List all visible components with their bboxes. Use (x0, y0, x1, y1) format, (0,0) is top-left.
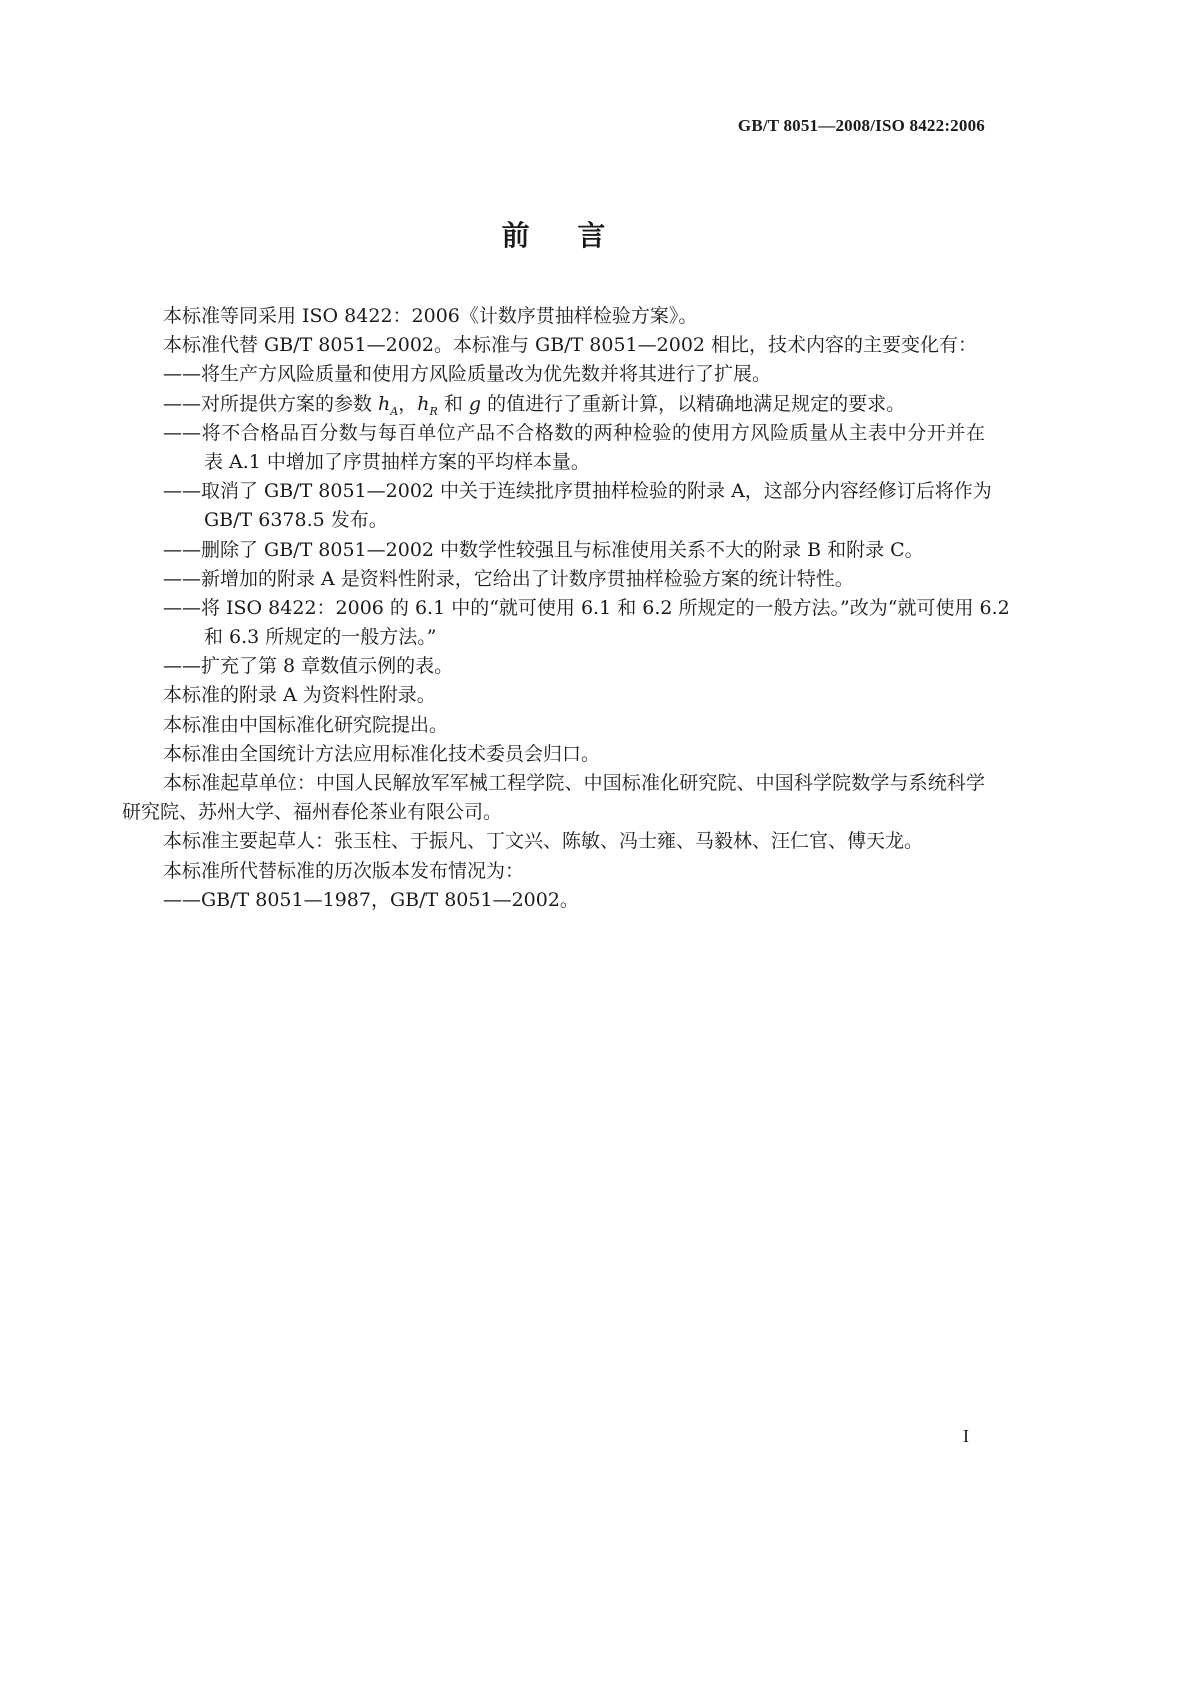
change-item-parameters (122, 390, 985, 419)
param-h-r-subscript: R (429, 404, 438, 418)
param-separator: ， (398, 392, 418, 415)
param-h-r: h (417, 392, 430, 415)
change-item-removed-annex-bc: ——删除了 GB/T 8051—2002 中数学性较强且与标准使用关系不大的附录 B 和附录 C。 (163, 538, 924, 561)
paragraph-adoption: 本标准等同采用 ISO 8422：2006《计数序贯抽样检验方案》。 (163, 305, 698, 327)
paragraph-drafting-units: 本标准起草单位：中国人民解放军军械工程学院、中国标准化研究院、中国科学院数学与系统科学 (163, 772, 985, 794)
change-item-removed-annex-a: ——取消了 GB/T 8051—2002 中关于连续批序贯抽样检验的附录 A，这部分内容经修订后将作为 (163, 480, 992, 503)
change-item-separated-tables: ——将不合格品百分数与每百单位产品不合格数的两种检验的使用方风险质量从主表中分开并在 (163, 421, 985, 444)
previous-editions-list: ——GB/T 8051—1987，GB/T 8051—2002。 (163, 888, 579, 911)
change-item-quality-levels: ——将生产方风险质量和使用方风险质量改为优先数并将其进行了扩展。 (163, 363, 772, 386)
foreword-body (122, 302, 1010, 915)
param-conjunction: 和 (437, 392, 469, 415)
change-item-clause-change: ——将 ISO 8422：2006 的 6.1 中的“就可使用 6.1 和 6.2 所规定的一般方法。”改为“就可使用 6.2 (163, 596, 1010, 619)
param-line-suffix: 的值进行了重新计算，以精确地满足规定的要求。 (481, 392, 906, 415)
paragraph-committee: 本标准由全国统计方法应用标准化技术委员会归口。 (163, 742, 601, 765)
change-item-clause-change-cont: 和 6.3 所规定的一般方法。” (204, 626, 437, 649)
page-number: I (963, 1426, 969, 1446)
change-item-separated-tables-cont: 表 A.1 中增加了序贯抽样方案的平均样本量。 (204, 450, 590, 473)
param-g: g (468, 392, 482, 415)
param-h-a: h (378, 392, 391, 415)
paragraph-annex-status: 本标准的附录 A 为资料性附录。 (163, 684, 436, 707)
param-h-a-subscript: A (390, 404, 399, 418)
paragraph-drafting-units-cont: 研究院、苏州大学、福州春伦茶业有限公司。 (122, 801, 503, 824)
change-item-removed-annex-a-cont: GB/T 6378.5 发布。 (204, 509, 388, 532)
change-item-expanded-table: ——扩充了第 8 章数值示例的表。 (163, 655, 454, 678)
standard-number-header: GB/T 8051—2008/ISO 8422:2006 (737, 116, 985, 135)
change-item-new-annex-a: ——新增加的附录 A 是资料性附录，它给出了计数序贯抽样检验方案的统计特性。 (163, 567, 854, 590)
paragraph-previous-editions: 本标准所代替标准的历次版本发布情况为： (163, 859, 525, 882)
param-line-prefix: ——对所提供方案的参数 (163, 392, 379, 415)
page-title: 前 言 (501, 219, 606, 252)
paragraph-drafters: 本标准主要起草人：张玉柱、于振凡、丁文兴、陈敏、冯士雍、马毅林、汪仁官、傅天龙。 (163, 830, 924, 853)
paragraph-proposer: 本标准由中国标准化研究院提出。 (163, 713, 449, 736)
paragraph-replacement: 本标准代替 GB/T 8051—2002。本标准与 GB/T 8051—2002 相比，技术内容的主要变化有： (163, 334, 978, 357)
